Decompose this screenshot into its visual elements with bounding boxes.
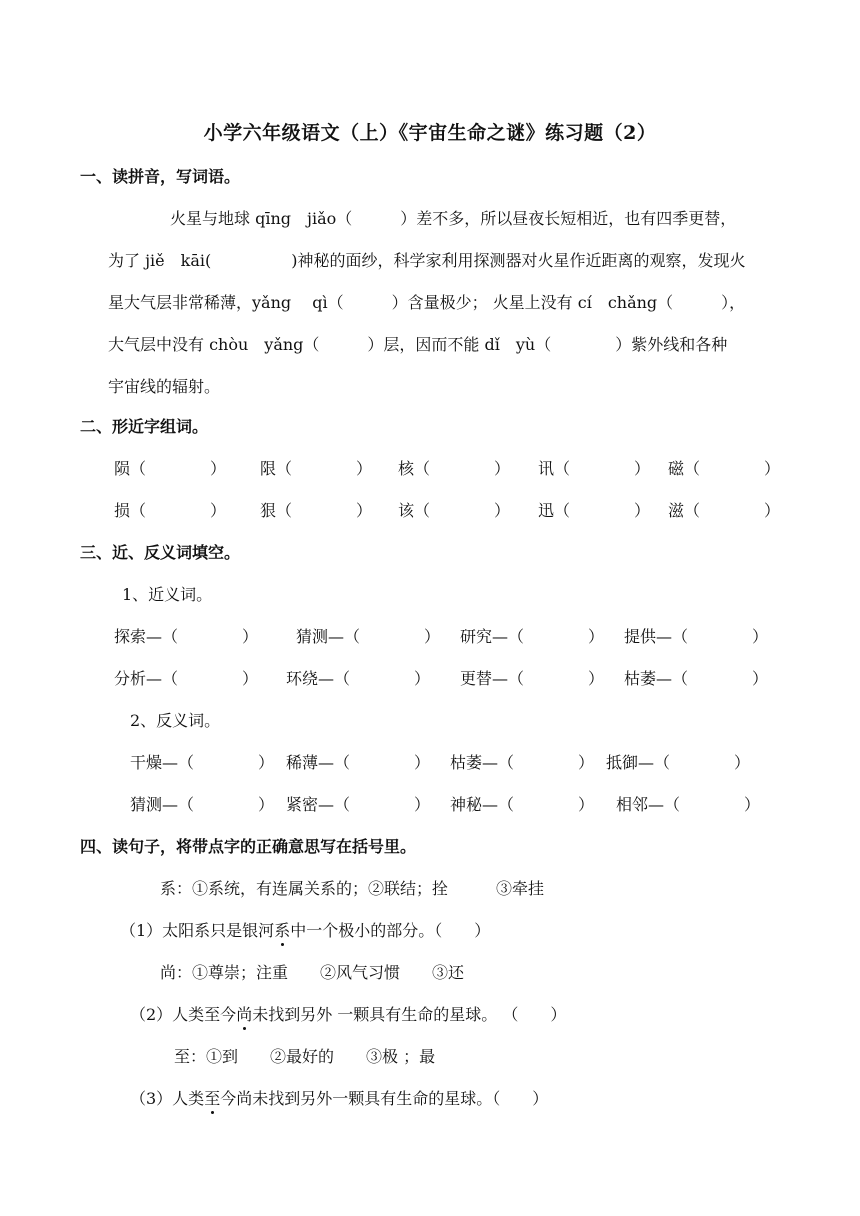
definition-xi: 系：①系统，有连属关系的；②联结；拴 ③牵挂 (160, 879, 545, 898)
section1-line-5: 宇宙线的辐射。 (108, 377, 221, 396)
dotted-char: 系 (274, 921, 291, 940)
similar-char-item: 迅（ ） (538, 501, 651, 520)
synonym-item: 环绕—（ ） (286, 669, 431, 688)
similar-char-item: 陨（ ） (114, 459, 227, 478)
sentence-1 (120, 918, 490, 941)
antonym-subheading: 2、反义词。 (130, 711, 221, 730)
antonym-item: 抵御—（ ） (606, 753, 751, 772)
section1-line-4: 大气层中没有 chòu yǎng（ ）层，因而不能 dǐ yù（ ）紫外线和各种 (108, 335, 728, 354)
similar-char-item: 限（ ） (260, 459, 373, 478)
antonym-item: 干燥—（ ） (130, 753, 275, 772)
definition-zhi: 至：①到 ②最好的 ③极 ；最 (174, 1047, 436, 1066)
antonym-item: 紧密—（ ） (286, 795, 431, 814)
synonym-item: 研究—（ ） (460, 627, 605, 646)
antonym-item: 稀薄—（ ） (286, 753, 431, 772)
section1-heading: 一、读拼音，写词语。 (80, 167, 241, 186)
section4-heading: 四、读句子，将带点字的正确意思写在括号里。 (80, 837, 417, 856)
section1-line-2: 为了 jiě kāi( )神秘的面纱，科学家利用探测器对火星作近距离的观察，发现火 (108, 251, 746, 270)
sentence-3-pre: （3）人类 (130, 1089, 205, 1108)
similar-char-item: 损（ ） (114, 501, 227, 520)
synonym-item: 分析—（ ） (114, 669, 259, 688)
sentence-3-post: 今尚未找到另外一颗具有生命的星球。（ ） (220, 1089, 549, 1108)
synonym-item: 猜测—（ ） (296, 627, 441, 646)
synonym-item: 提供—（ ） (624, 627, 769, 646)
synonym-item: 枯萎—（ ） (624, 669, 769, 688)
sentence-2 (130, 1002, 566, 1025)
similar-char-item: 滋（ ） (668, 501, 781, 520)
antonym-item: 猜测—（ ） (130, 795, 275, 814)
dotted-char: 尚 (236, 1005, 253, 1024)
definition-shang: 尚：①尊崇；注重 ②风气习惯 ③还 (160, 963, 465, 982)
synonym-item: 更替—（ ） (460, 669, 605, 688)
synonym-item: 探索—（ ） (114, 627, 259, 646)
sentence-2-post: 未找到另外 一颗具有生命的星球。 （ ） (252, 1005, 567, 1024)
antonym-item: 神秘—（ ） (450, 795, 595, 814)
section3-heading: 三、近、反义词填空。 (80, 543, 241, 562)
antonym-item: 相邻—（ ） (616, 795, 761, 814)
sentence-1-pre: （1）太阳系只是银河 (120, 921, 275, 940)
sentence-1-post: 中一个极小的部分。（ ） (290, 921, 491, 940)
similar-char-item: 该（ ） (398, 501, 511, 520)
section1-line-3: 星大气层非常稀薄，yǎng qì（ ）含量极少； 火星上没有 cí chǎng（ ）， (108, 293, 746, 312)
dotted-char: 至 (204, 1089, 221, 1108)
sentence-3 (130, 1086, 548, 1109)
similar-char-item: 讯（ ） (538, 459, 651, 478)
section2-heading: 二、形近字组词。 (80, 417, 209, 436)
antonym-item: 枯萎—（ ） (450, 753, 595, 772)
sentence-2-pre: （2）人类至今 (130, 1005, 237, 1024)
similar-char-item: 核（ ） (398, 459, 511, 478)
similar-char-item: 狠（ ） (260, 501, 373, 520)
similar-char-item: 磁（ ） (668, 459, 781, 478)
page-title: 小学六年级语文（上）《宇宙生命之谜》练习题（2） (203, 122, 657, 144)
synonym-subheading: 1、近义词。 (122, 585, 213, 604)
section1-line-1: 火星与地球 qīng jiǎo（ ）差不多，所以昼夜长短相近，也有四季更替， (170, 209, 737, 228)
